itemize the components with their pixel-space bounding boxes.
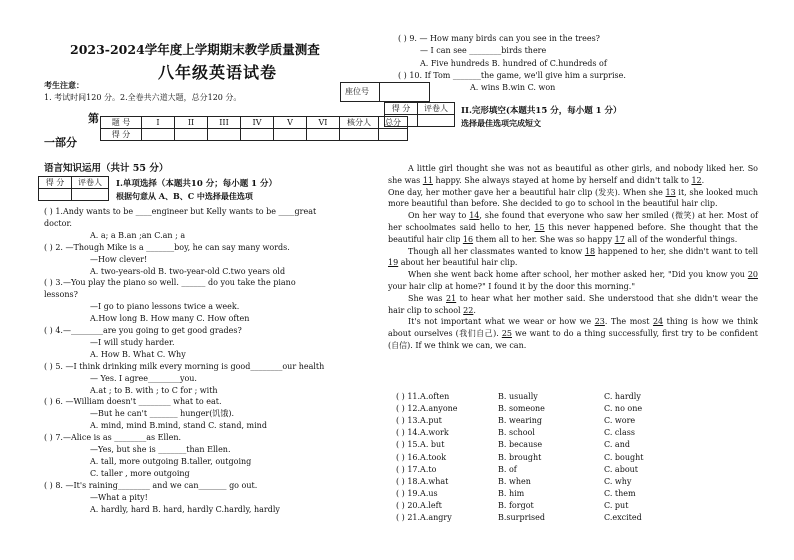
score-cell[interactable] — [379, 129, 408, 141]
option-choice: B. brought — [498, 452, 542, 462]
passage-paragraph: On her way to 14, she found that everyone who saw her smiled (微笑) at her. Most of her schoolmates said hello to her, 15 this never happened before. She thought that the beautiful hair clip 16 them all to her. She was so happy 17 all of the wonderful things. — [388, 211, 759, 244]
grader-score-label: 得 分 — [385, 103, 418, 115]
question-line: A.at ; to B. with ; to C for ; with — [90, 385, 218, 395]
option-choice: C. bought — [604, 452, 644, 462]
exam-title: 2023-2024学年度上学期期末教学质量测查 — [70, 42, 320, 57]
option-choice: C. no one — [604, 404, 643, 414]
part2-title: II.完形填空(本题共15 分，每小题 1 分） — [461, 106, 622, 116]
score-col: I — [142, 117, 175, 129]
question-line: —But he can't _______ hunger(饥饿). — [90, 409, 235, 419]
passage-paragraph: She was 21 to hear what her mother said. She understood that she didn't wear the hair clip to school 22. — [388, 293, 758, 315]
question-line: ( ) 7.—Alice is as ________as Ellen. — [44, 433, 182, 443]
score-col: V — [274, 117, 307, 129]
score-cell[interactable] — [208, 129, 241, 141]
option-choice: C. why — [604, 476, 632, 486]
score-cell[interactable] — [175, 129, 208, 141]
option-question: ( ) 12.A.anyone — [396, 404, 458, 414]
passage-paragraph: A little girl thought she was not as beautiful as other girls, and nobody liked her. So she was 11 happy. She always stayed at home by herself and didn't talk to 12. — [388, 164, 758, 185]
score-grid — [100, 116, 408, 141]
option-choice: C. put — [604, 500, 629, 510]
option-choice: C. hardly — [604, 392, 641, 401]
score-col: IV — [241, 117, 274, 129]
option-question: ( ) 19.A.us — [396, 488, 438, 498]
part1-title: I.单项选择（本题共10 分；每小题 1 分） — [116, 179, 278, 189]
score-cell[interactable] — [340, 129, 379, 141]
option-question: ( ) 15.A. but — [396, 440, 445, 450]
passage-paragraph: One day, her mother gave her a beautiful hair clip (发夹). When she 13 it, she looked much more beautiful than before. She decided to go to school in the beautiful hair clip. — [388, 187, 759, 209]
question-line: —What a pity! — [90, 492, 148, 502]
grader-name-cell[interactable] — [72, 189, 109, 201]
question-10-options: A. wins B.win C. won — [470, 83, 556, 92]
option-question: ( ) 13.A.put — [396, 416, 442, 426]
seat-number-box — [340, 82, 430, 102]
option-choice: B. when — [498, 476, 531, 486]
score-col: II — [175, 117, 208, 129]
score-col: VI — [307, 117, 340, 129]
right-grader-box — [384, 102, 455, 127]
option-choice: B. of — [498, 464, 517, 474]
exam-subtitle: 八年级英语试卷 — [158, 63, 278, 82]
question-10: ( ) 10. If Tom _______the game, we'll give him a surprise. — [398, 71, 626, 80]
passage-paragraph: When she went back home after school, her mother asked her, "Did you know you 20 your hair clip at home?" I found it by the door this morning." — [388, 270, 758, 291]
option-choice: B. him — [498, 488, 525, 498]
question-line: lessons? — [44, 290, 78, 300]
grader-name-label: 评卷人 — [418, 103, 455, 115]
question-line: —I will study harder. — [90, 337, 175, 347]
left-grader-box — [38, 176, 109, 201]
option-choice: B. because — [498, 440, 543, 450]
question-line: —Yes, but she is _______than Ellen. — [90, 445, 231, 454]
score-cell[interactable] — [142, 129, 175, 141]
seat-label: 座位号 — [345, 87, 369, 96]
score-cell[interactable] — [241, 129, 274, 141]
option-choice: B. forgot — [498, 500, 534, 510]
question-9-reply: — I can see ________birds there — [420, 46, 547, 55]
option-choice: B. usually — [498, 392, 538, 401]
passage-paragraph: It's not important what we wear or how we 23. The most 24 thing is how we think about ourselves (我们自己). 25 we want to do a thing successfully, first try to be confident (自信). If we think we can, we can. — [388, 317, 758, 350]
question-line: —How clever! — [90, 254, 148, 264]
notice-label: 考生注意： — [44, 80, 84, 90]
option-choice: B. school — [498, 428, 535, 438]
section-title: 语言知识运用（共计 55 分） — [44, 163, 169, 174]
option-choice: B. someone — [498, 404, 545, 414]
question-line: A.How long B. How many C. How often — [90, 314, 250, 324]
question-9-options: A. Five hundreds B. hundred of C.hundreds of — [420, 59, 607, 68]
grader-score-cell[interactable] — [385, 115, 418, 127]
question-line: A. a; a B.an ;an C.an ; a — [90, 230, 186, 240]
option-choice: C. them — [604, 488, 636, 498]
right-grader-grid — [384, 102, 455, 127]
question-line: A. How B. What C. Why — [90, 349, 186, 359]
question-line: ( ) 3.—You play the piano so well. ______ do you take the piano — [44, 278, 296, 288]
score-col: 核分人 — [340, 117, 379, 129]
question-line: A. mind, mind B.mind, stand C. stand, mind — [90, 421, 267, 431]
score-col-label: 题 号 — [101, 117, 142, 129]
grader-score-cell[interactable] — [39, 189, 72, 201]
question-line: doctor. — [44, 218, 72, 228]
cloze-passage — [388, 163, 758, 352]
option-choice: C.excited — [604, 513, 642, 522]
question-line: ( ) 5. —I think drinking milk every morning is good________our health — [44, 361, 325, 371]
part2-instructions: 选择最佳选项完成短文 — [461, 118, 541, 128]
option-choice: C. class — [604, 428, 635, 438]
option-question: ( ) 18.A.what — [396, 476, 449, 486]
question-line: A. tall, more outgoing B.taller, outgoing — [90, 456, 252, 466]
score-col: 总分 — [379, 117, 408, 129]
question-line: ( ) 2. —Though Mike is a _______boy, he can say many words. — [44, 242, 290, 252]
option-question: ( ) 16.A.took — [396, 452, 447, 462]
score-value-row — [101, 129, 408, 141]
notice-text: 1. 考试时间120 分。2.全卷共六道大题，总分120 分。 — [44, 93, 242, 102]
option-choice: C. wore — [604, 416, 636, 426]
option-choice: B.surprised — [498, 513, 545, 522]
part-label-top: 第 — [88, 112, 99, 125]
option-choice: B. wearing — [498, 416, 542, 426]
question-9: ( ) 9. — How many birds can you see in the trees? — [398, 34, 600, 43]
left-grader-grid — [38, 176, 109, 201]
question-line: — Yes. I agree________you. — [90, 373, 197, 383]
question-line: A. two-years-old B. two-year-old C.two years old — [90, 266, 286, 276]
passage-paragraph: Though all her classmates wanted to know 18 happened to her, she didn't want to tell 19 about her beautiful hair clip. — [388, 246, 759, 268]
score-header-row — [101, 117, 408, 129]
grader-score-label: 得 分 — [39, 177, 72, 189]
score-col: III — [208, 117, 241, 129]
question-line: ( ) 4.—________are you going to get good grades? — [44, 326, 242, 335]
grader-name-label: 评卷人 — [72, 177, 109, 189]
option-question: ( ) 20.A.left — [396, 500, 442, 510]
score-table — [100, 116, 408, 141]
question-line: ( ) 8. —It's raining________ and we can_______ go out. — [44, 480, 258, 490]
question-line: ( ) 1.Andy wants to be ____engineer but Kelly wants to be ____great — [44, 207, 317, 216]
option-question: ( ) 17.A.to — [396, 464, 437, 474]
option-question: ( ) 21.A.angry — [396, 513, 452, 522]
score-row-label: 得 分 — [101, 129, 142, 141]
part-label-bottom: 一部分 — [44, 136, 77, 149]
option-question: ( ) 11.A.often — [396, 392, 450, 401]
option-choice: C. and — [604, 440, 630, 450]
score-cell[interactable] — [274, 129, 307, 141]
score-cell[interactable] — [307, 129, 340, 141]
part1-instructions: 根据句意从 A、B、C 中选择最佳选项 — [116, 191, 253, 201]
grader-name-cell[interactable] — [418, 115, 455, 127]
question-line: —I go to piano lessons twice a week. — [90, 302, 240, 312]
question-line: C. taller , more outgoing — [90, 468, 190, 478]
option-choice: C. about — [604, 464, 638, 474]
option-question: ( ) 14.A.work — [396, 428, 449, 438]
question-line: A. hardly, hard B. hard, hardly C.hardly, hardly — [90, 504, 280, 514]
question-line: ( ) 6. —William doesn't ________ what to eat. — [44, 397, 222, 407]
